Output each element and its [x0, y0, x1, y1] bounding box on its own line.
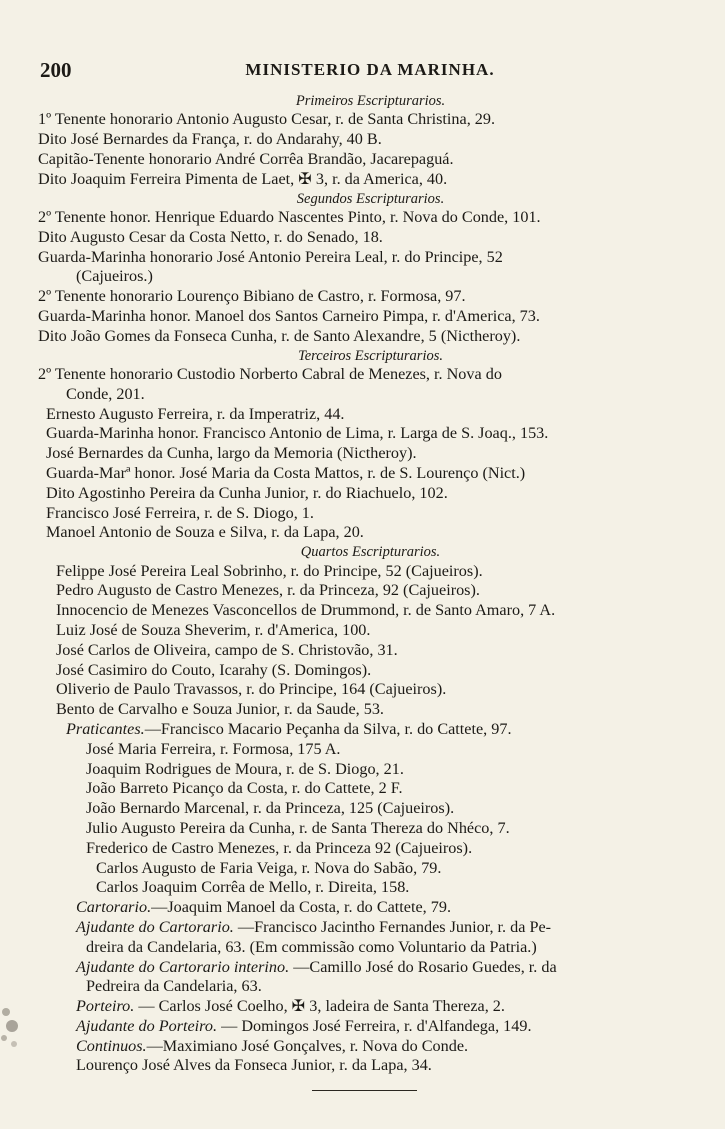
section-heading: Quartos Escripturarios.	[300, 544, 441, 561]
porteiro-label: Porteiro.	[76, 997, 135, 1016]
entry-line: 2º Tenente honorario Custodio Norberto Cabral de Menezes, r. Nova do	[38, 364, 502, 383]
ajudante-label: Ajudante do Cartorario.	[76, 917, 234, 936]
ajudante-interino-entry	[38, 958, 703, 978]
entry-line: José Carlos de Oliveira, campo de S. Christovão, 31.	[56, 640, 398, 659]
entry-line: Luiz José de Souza Sheverim, r. d'America, 100.	[56, 620, 371, 639]
entry-line: Bento de Carvalho e Souza Junior, r. da Saude, 53.	[56, 700, 384, 719]
continuos-text: —Maximiano José Gonçalves, r. Nova do Conde.	[146, 1036, 469, 1055]
ajudante-interino-label: Ajudante do Cartorario interino.	[76, 957, 290, 976]
entry-line: José Casimiro do Couto, Icarahy (S. Domingos).	[56, 660, 372, 679]
entry-line: Innocencio de Menezes Vasconcellos de Drummond, r. de Santo Amaro, 7 A.	[56, 601, 556, 620]
entry-line: 1º Tenente honorario Antonio Augusto Cesar, r. de Santa Christina, 29.	[38, 110, 496, 129]
ajudante-interino-text: —Camillo José do Rosario Guedes, r. da	[289, 957, 557, 976]
entry-line: Guarda-Marinha honor. Manoel dos Santos Carneiro Pimpa, r. d'America, 73.	[38, 306, 540, 325]
section-heading: Primeiros Escripturarios.	[295, 93, 446, 109]
entry-line: José Bernardes da Cunha, largo da Memoria (Nictheroy).	[46, 444, 417, 463]
praticante-line: Frederico de Castro Menezes, r. da Princeza 92 (Cajueiros).	[86, 838, 473, 857]
entry-line: Francisco José Ferreira, r. de S. Diogo, 1.	[46, 503, 314, 522]
cartorario-label: Cartorario.	[76, 898, 152, 917]
entry-line: Guarda-Marinha honorario José Antonio Pereira Leal, r. do Principe, 52	[38, 247, 503, 266]
entry-line: Dito José Bernardes da França, r. do Andarahy, 40 B.	[38, 130, 382, 149]
ajudante-porteiro-entry	[38, 1017, 703, 1037]
page-edge-stain	[0, 992, 26, 1062]
document-body	[38, 92, 703, 1076]
sections-list	[38, 92, 703, 720]
entry-line: 2º Tenente honor. Henrique Eduardo Nascentes Pinto, r. Nova do Conde, 101.	[38, 208, 541, 226]
closing-rule	[312, 1090, 417, 1091]
ajudante-text: —Francisco Jacintho Fernandes Junior, r. da Pe-	[233, 917, 552, 936]
page-title: MINISTERIO DA MARINHA.	[245, 60, 495, 79]
section-heading: Segundos Escripturarios.	[296, 190, 445, 207]
praticante-line: Joaquim Rodrigues de Moura, r. de S. Diogo, 21.	[86, 759, 404, 778]
praticantes-first: —Francisco Macario Peçanha da Silva, r. do Cattete, 97.	[144, 719, 512, 738]
ajudante-entry-cont: dreira da Candelaria, 63. (Em commissão como Voluntario da Patria.)	[86, 937, 537, 956]
entry-line: 2º Tenente honorario Lourenço Bibiano de Castro, r. Formosa, 97.	[38, 287, 466, 306]
praticante-line: Carlos Joaquim Corrêa de Mello, r. Direita, 158.	[96, 878, 410, 897]
praticante-line: João Barreto Picanço da Costa, r. do Cattete, 2 F.	[86, 779, 403, 798]
porteiro-entry	[38, 997, 703, 1017]
page-header	[40, 58, 700, 82]
entry-line: Dito Joaquim Ferreira Pimenta de Laet, ✠ 3, r. da America, 40.	[38, 169, 448, 188]
continuos-entry-cont: Lourenço José Alves da Fonseca Junior, r. da Lapa, 34.	[76, 1056, 432, 1075]
ajudante-porteiro-label: Ajudante do Porteiro.	[76, 1016, 218, 1035]
entry-line: Conde, 201.	[66, 384, 145, 403]
praticantes-label: Praticantes.	[66, 719, 145, 738]
section-heading: Terceiros Escripturarios.	[297, 347, 443, 364]
entry-line: Capitão-Tenente honorario André Corrêa Brandão, Jacarepaguá.	[38, 150, 454, 168]
entry-line: Ernesto Augusto Ferreira, r. da Imperatriz, 44.	[46, 404, 345, 423]
continuos-entry	[38, 1037, 703, 1057]
entry-line: Pedro Augusto de Castro Menezes, r. da Princeza, 92 (Cajueiros).	[56, 581, 480, 600]
entry-line: Oliverio de Paulo Travassos, r. do Principe, 164 (Cajueiros).	[56, 680, 447, 699]
entry-line: Guarda-Marinha honor. Francisco Antonio de Lima, r. Larga de S. Joaq., 153.	[46, 424, 549, 443]
cartorario-text: —Joaquim Manoel da Costa, r. do Cattete, 79.	[151, 898, 451, 917]
entry-line: Dito Agostinho Pereira da Cunha Junior, r. do Riachuelo, 102.	[46, 483, 448, 502]
porteiro-text: — Carlos José Coelho, ✠ 3, ladeira de Santa Thereza, 2.	[134, 997, 505, 1016]
praticantes-entry	[38, 720, 703, 740]
entry-line: Dito Augusto Cesar da Costa Netto, r. do Senado, 18.	[38, 227, 383, 246]
entry-line: Felippe José Pereira Leal Sobrinho, r. do Principe, 52 (Cajueiros).	[56, 561, 483, 580]
ajudante-entry	[38, 918, 703, 938]
entry-line: (Cajueiros.)	[76, 267, 153, 286]
entry-line: Guarda-Marª honor. José Maria da Costa Mattos, r. de S. Lourenço (Nict.)	[46, 463, 526, 482]
praticante-line: João Bernardo Marcenal, r. da Princeza, 125 (Cajueiros).	[86, 799, 455, 818]
ajudante-porteiro-text: — Domingos José Ferreira, r. d'Alfandega, 149.	[217, 1016, 532, 1035]
praticante-line: José Maria Ferreira, r. Formosa, 175 A.	[86, 739, 341, 758]
praticante-line: Julio Augusto Pereira da Cunha, r. de Santa Thereza do Nhéco, 7.	[86, 818, 510, 837]
praticantes-list	[38, 740, 703, 898]
ajudante-interino-cont: Pedreira da Candelaria, 63.	[86, 977, 262, 996]
continuos-label: Continuos.	[76, 1036, 147, 1055]
entry-line: Manoel Antonio de Souza e Silva, r. da Lapa, 20.	[46, 523, 364, 542]
cartorario-entry	[38, 898, 703, 918]
page-number: 200	[40, 58, 72, 82]
praticante-line: Carlos Augusto de Faria Veiga, r. Nova do Sabão, 79.	[96, 858, 442, 877]
entry-line: Dito João Gomes da Fonseca Cunha, r. de Santo Alexandre, 5 (Nictheroy).	[38, 326, 521, 345]
